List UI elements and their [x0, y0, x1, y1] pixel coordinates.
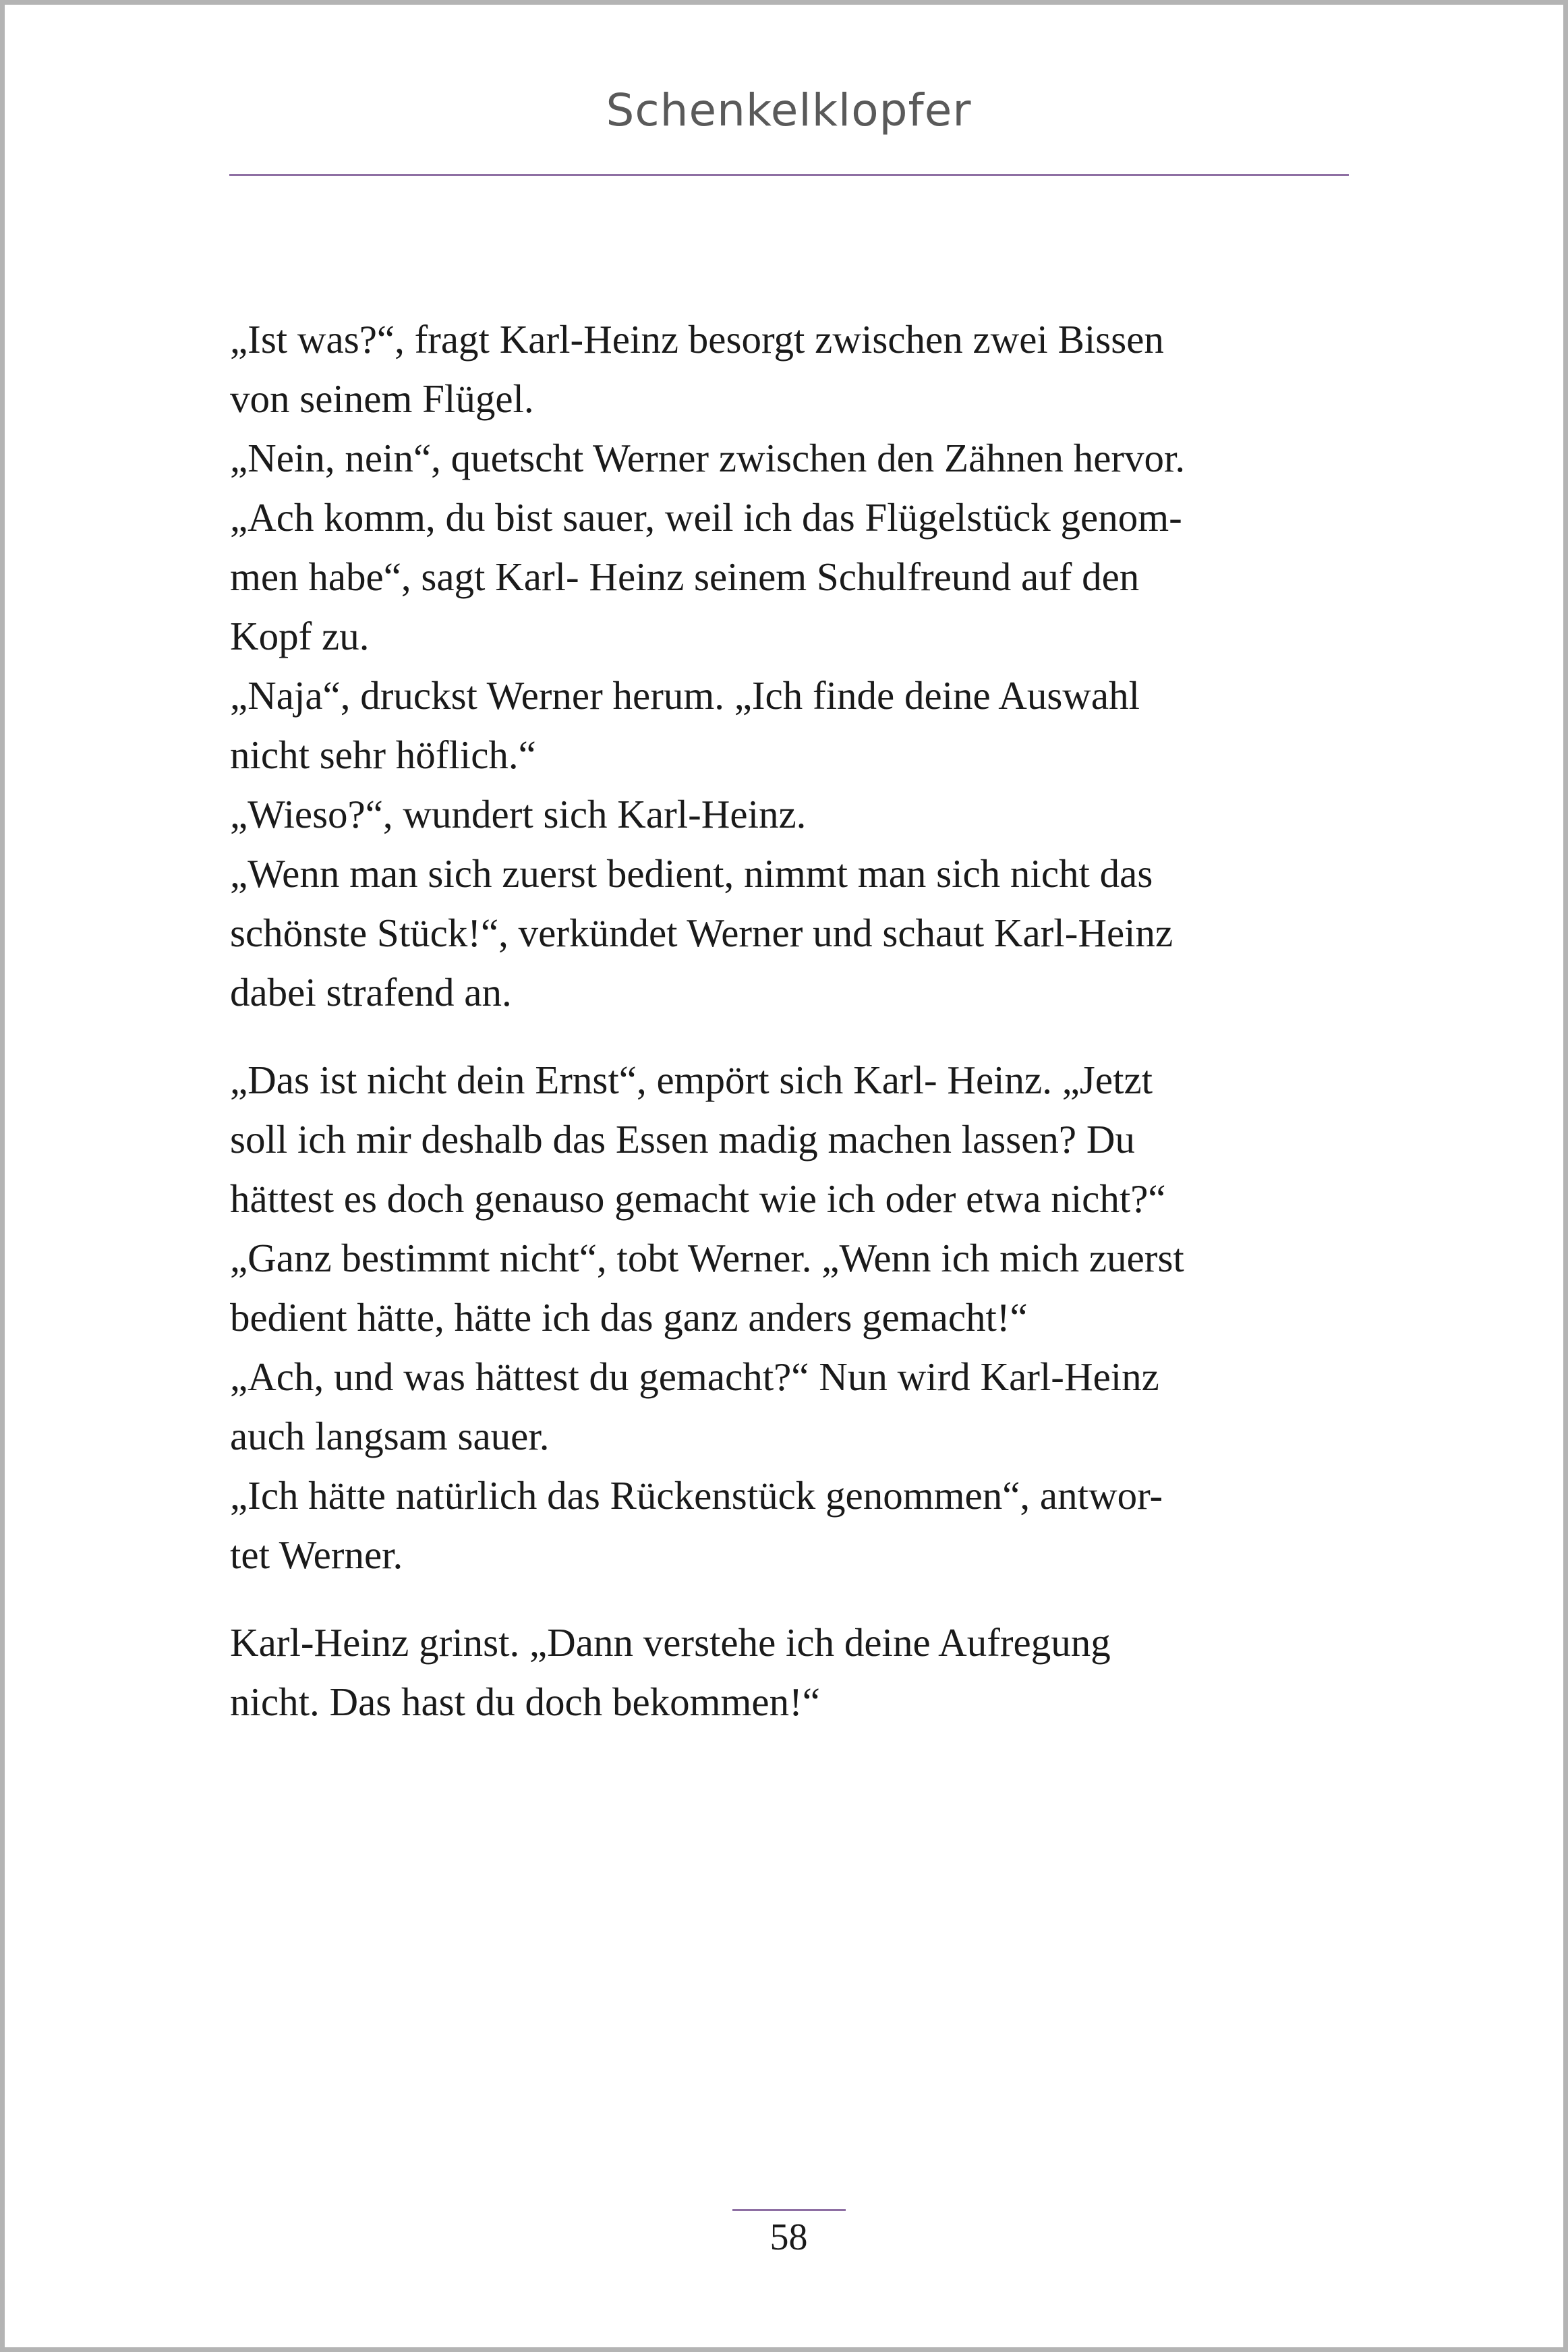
- text-line: men habe“, sagt Karl- Heinz seinem Schulfreund auf den: [230, 554, 1140, 599]
- text-line: nicht. Das hast du doch bekommen!“: [230, 1680, 820, 1724]
- text-line: soll ich mir deshalb das Essen madig machen lassen? Du: [230, 1117, 1135, 1161]
- text-line: hättest es doch genauso gemacht wie ich oder etwa nicht?“: [230, 1176, 1166, 1221]
- text-line: „Ich hätte natürlich das Rückenstück genommen“, antwor-: [230, 1473, 1163, 1518]
- text-line: „Ach komm, du bist sauer, weil ich das Flügelstück genom-: [230, 495, 1182, 540]
- text-line: „Ach, und was hättest du gemacht?“ Nun wird Karl-Heinz: [230, 1354, 1159, 1399]
- text-line: von seinem Flügel.: [230, 376, 534, 421]
- paragraph-1: [230, 310, 1349, 1022]
- text-line: „Wenn man sich zuerst bedient, nimmt man sich nicht das: [230, 851, 1153, 896]
- text-line: schönste Stück!“, verkündet Werner und schaut Karl-Heinz: [230, 911, 1173, 955]
- paragraph-2: [230, 1050, 1349, 1584]
- text-line: Kopf zu.: [230, 614, 370, 658]
- text-line: „Das ist nicht dein Ernst“, empört sich Karl- Heinz. „Jetzt: [230, 1058, 1153, 1102]
- text-line: tet Werner.: [230, 1532, 403, 1577]
- text-line: auch langsam sauer.: [230, 1414, 550, 1458]
- text-line: nicht sehr höflich.“: [230, 733, 536, 777]
- text-line: „Wieso?“, wundert sich Karl-Heinz.: [230, 792, 807, 836]
- text-line: „Ist was?“, fragt Karl-Heinz besorgt zwischen zwei Bissen: [230, 317, 1164, 362]
- text-line: Karl-Heinz grinst. „Dann verstehe ich deine Aufregung: [230, 1620, 1111, 1665]
- running-head-title: Schenkelklopfer: [606, 84, 972, 136]
- text-line: bedient hätte, hätte ich das ganz anders gemacht!“: [230, 1295, 1028, 1340]
- text-line: dabei strafend an.: [230, 970, 512, 1014]
- page-number-rule: [732, 2209, 846, 2211]
- text-line: „Naja“, druckst Werner herum. „Ich finde deine Auswahl: [230, 673, 1140, 718]
- header-rule: [229, 174, 1349, 176]
- body-text: [230, 310, 1349, 1760]
- text-line: „Ganz bestimmt nicht“, tobt Werner. „Wenn ich mich zuerst: [230, 1236, 1184, 1280]
- page-number: 58: [770, 2216, 808, 2258]
- text-line: „Nein, nein“, quetscht Werner zwischen den Zähnen hervor.: [230, 436, 1186, 480]
- paragraph-3: [230, 1613, 1349, 1731]
